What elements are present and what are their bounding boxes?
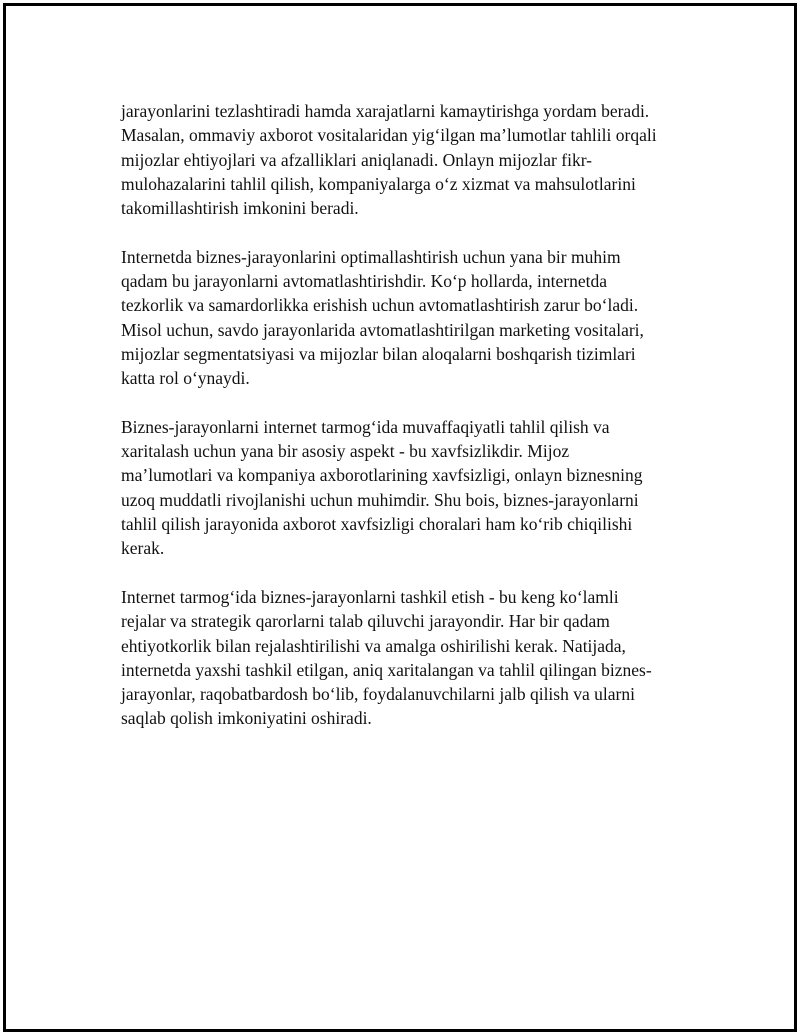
text-line: jarayonlar, raqobatbardosh bo‘lib, foydalanuvchilarni jalb qilish va ularni xyxy=(121,684,635,705)
text-line: katta rol o‘ynaydi. xyxy=(121,368,250,389)
text-line: qadam bu jarayonlarni avtomatlashtirishdir. Ko‘p hollarda, internetda xyxy=(121,271,607,292)
text-line: Internetda biznes-jarayonlarini optimallashtirish uchun yana bir muhim xyxy=(121,246,621,267)
text-line: tezkorlik va samardorlikka erishish uchun avtomatlashtirish zarur bo‘ladi. xyxy=(121,295,639,316)
text-line: uzoq muddatli rivojlanishi uchun muhimdir. Shu bois, biznes-jarayonlarni xyxy=(121,489,639,510)
text-line: tahlil qilish jarayonida axborot xavfsizligi choralari ham ko‘rib chiqilishi xyxy=(121,514,633,535)
text-line: ma’lumotlari va kompaniya axborotlarining xavfsizligi, onlayn biznesning xyxy=(121,465,643,486)
paragraph-4 xyxy=(121,585,701,731)
text-line: rejalar va strategik qarorlarni talab qiluvchi jarayondir. Har bir qadam xyxy=(121,611,610,632)
text-line: ehtiyotkorlik bilan rejalashtirilishi va amalga oshirilishi kerak. Natijada, xyxy=(121,635,626,656)
document-body xyxy=(121,99,701,755)
text-line: Biznes-jarayonlarni internet tarmog‘ida muvaffaqiyatli tahlil qilish va xyxy=(121,416,610,437)
text-line: saqlab qolish imkoniyatini oshiradi. xyxy=(121,708,372,729)
text-line: mijozlar segmentatsiyasi va mijozlar bilan aloqalarni boshqarish tizimlari xyxy=(121,343,636,364)
text-line: mijozlar ehtiyojlari va afzalliklari aniqlanadi. Onlayn mijozlar fikr- xyxy=(121,149,592,170)
text-line: takomillashtirish imkonini beradi. xyxy=(121,198,359,219)
paragraph-2 xyxy=(121,245,701,391)
text-line: jarayonlarini tezlashtiradi hamda xarajatlarni kamaytirishga yordam beradi. xyxy=(121,101,650,121)
text-line: xaritalash uchun yana bir asosiy aspekt - bu xavfsizlikdir. Mijoz xyxy=(121,441,570,462)
text-line: Misol uchun, savdo jarayonlarida avtomatlashtirilgan marketing vositalari, xyxy=(121,319,644,340)
paragraph-1 xyxy=(121,99,701,220)
paragraph-3 xyxy=(121,415,701,561)
text-line: mulohazalarini tahlil qilish, kompaniyalarga o‘z xizmat va mahsulotlarini xyxy=(121,173,636,194)
text-line: internetda yaxshi tashkil etilgan, aniq xaritalangan va tahlil qilingan biznes- xyxy=(121,659,652,680)
text-line: Masalan, ommaviy axborot vositalaridan yig‘ilgan ma’lumotlar tahlili orqali xyxy=(121,125,657,146)
text-line: kerak. xyxy=(121,538,165,559)
page-frame xyxy=(3,3,797,1032)
text-line: Internet tarmog‘ida biznes-jarayonlarni tashkil etish - bu keng ko‘lamli xyxy=(121,586,619,607)
